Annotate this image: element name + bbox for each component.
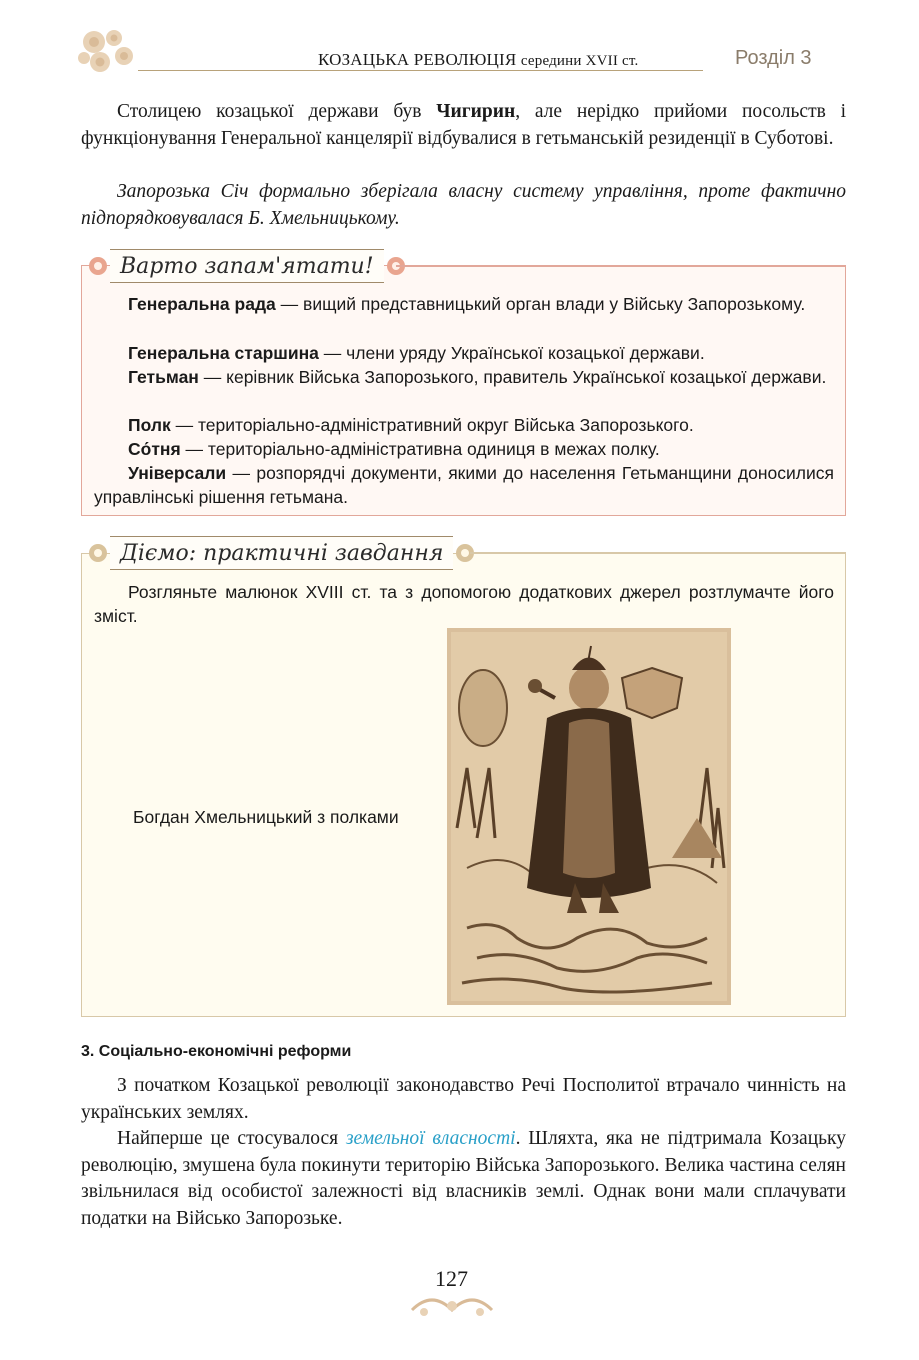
footer-ornament-icon (402, 1290, 502, 1320)
section-heading: 3. Соціально-економічні реформи (81, 1043, 352, 1060)
running-title: КОЗАЦЬКА РЕВОЛЮЦІЯ середини XVII ст. (318, 50, 639, 69)
definition-universals: Універсали — розпорядчі документи, якими до населення Гетьманщини доносилися управлінські рішення гетьмана. (94, 463, 834, 507)
practice-title-rule (470, 536, 846, 570)
chapter-label: Розділ 3 (735, 47, 812, 69)
section-paragraph-1: З початком Козацької революції законодавство Речі Посполитої втрачало чинність на українських землях. (81, 1075, 846, 1123)
definition-hetman: Гетьман — керівник Війська Запорозького, правитель Української козацької держави. (128, 367, 827, 387)
intro-paragraph-1: Столицею козацької держави був Чигирин, але нерідко прийоми посольств і функціонування Генеральної канцелярії відбувалися в гетьманській резиденції в Суботові. (81, 101, 846, 149)
term-land-ownership-link[interactable]: земельної власності (345, 1128, 516, 1149)
page-number: 127 (435, 1266, 468, 1291)
left-flower-cap-icon (86, 249, 110, 283)
header-rule (138, 70, 703, 71)
definition-general-starshyna: Генеральна старшина — члени уряду Української козацької держави. (128, 343, 705, 363)
practice-box-title: Діємо: практичні завдання (86, 536, 477, 570)
khmelnytsky-engraving-image (447, 628, 731, 1005)
practice-task-text: Розгляньте малюнок XVIII ст. та з допомогою додаткових джерел розтлумачте його зміст. (94, 582, 834, 626)
remember-title-rule (396, 249, 846, 283)
definition-regiment: Полк — територіально-адміністративний округ Війська Запорозького. (128, 415, 694, 435)
intro-paragraph-2: Запорозька Січ формально зберігала власну систему управління, проте фактично підпорядковувалася Б. Хмельницькому. (81, 181, 846, 229)
left-flower-cap-icon (86, 536, 110, 570)
definition-general-council: Генеральна рада — вищий представницький орган влади у Війську Запорозькому. (128, 294, 806, 314)
section-paragraph-2: Найперше це стосувалося земельної власності. Шляхта, яка не підтримала Козацьку революцію, змушена була покинути територію Війська Запорозького. Велика частина селян звільнилася від особистої залежності від власників землі. Однак вони мали сплачувати податки на Військо Запорозьке. (81, 1128, 846, 1229)
header-floral-ornament-icon (74, 24, 140, 78)
definition-sotnia: Со́тня — територіально-адміністративна одиниця в межах полку. (128, 439, 660, 459)
picture-caption: Богдан Хмельницький з полками (133, 807, 399, 827)
remember-box-title: Варто запам'ятати! (86, 249, 408, 283)
